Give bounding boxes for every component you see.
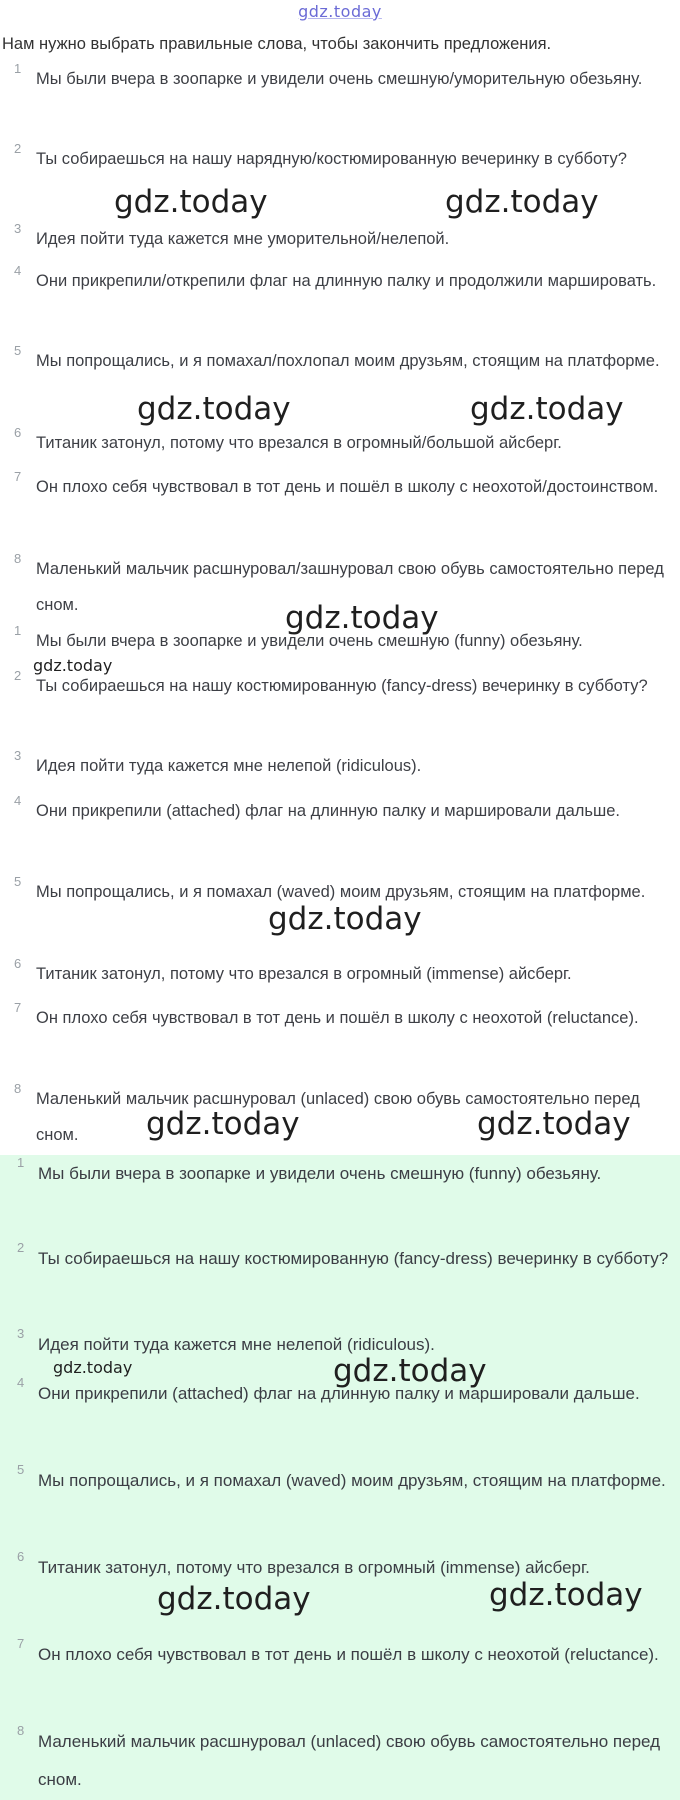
watermark: gdz.today	[333, 1353, 487, 1389]
item-text: Мы попрощались, и я помахал/похлопал моим друзьям, стоящим на платформе.	[36, 352, 660, 370]
item-number: 1	[17, 1155, 25, 1170]
item-text: Ты собираешься на нашу нарядную/костюмированную вечеринку в субботу?	[36, 150, 627, 168]
item-number: 3	[17, 1326, 25, 1341]
item-text: Мы попрощались, и я помахал (waved) моим друзьям, стоящим на платформе.	[36, 883, 646, 901]
item-number: 5	[14, 874, 22, 889]
item-text: Ты собираешься на нашу костюмированную (fancy-dress) вечеринку в субботу?	[38, 1249, 669, 1268]
item-number: 5	[17, 1462, 25, 1477]
item-text: Маленький мальчик расшнуровал (unlaced) свою обувь самостоятельно перед сном.	[36, 1090, 640, 1144]
item-number: 7	[14, 469, 22, 484]
item-number: 1	[14, 61, 22, 76]
item-text: Он плохо себя чувствовал в тот день и пошёл в школу с неохотой (reluctance).	[36, 1009, 639, 1027]
item-number: 5	[14, 343, 22, 358]
item-text: Он плохо себя чувствовал в тот день и пошёл в школу с неохотой (reluctance).	[38, 1645, 659, 1664]
watermark: gdz.today	[268, 901, 422, 937]
item-text: Мы были вчера в зоопарке и увидели очень смешную (funny) обезьяну.	[36, 632, 583, 650]
watermark: gdz.today	[114, 184, 268, 220]
watermark: gdz.today	[53, 1358, 133, 1377]
item-text: Мы были вчера в зоопарке и увидели очень смешную (funny) обезьяну.	[38, 1164, 602, 1183]
item-number: 7	[17, 1636, 25, 1651]
watermark: gdz.today	[137, 391, 291, 427]
item-text: Титаник затонул, потому что врезался в огромный (immense) айсберг.	[36, 965, 572, 983]
item-number: 8	[14, 1081, 22, 1096]
item-text: Идея пойти туда кажется мне нелепой (ridiculous).	[36, 757, 422, 775]
item-number: 6	[14, 425, 22, 440]
item-text: Они прикрепили/открепили флаг на длинную палку и продолжили маршировать.	[36, 272, 657, 290]
item-number: 4	[14, 793, 22, 808]
item-text: Они прикрепили (attached) флаг на длинную палку и маршировали дальше.	[38, 1384, 640, 1403]
item-text: Они прикрепили (attached) флаг на длинную палку и маршировали дальше.	[36, 802, 620, 820]
watermark: gdz.today	[489, 1577, 643, 1613]
item-text: Мы были вчера в зоопарке и увидели очень смешную/уморительную обезьяну.	[36, 70, 643, 88]
item-number: 2	[14, 141, 22, 156]
watermark: gdz.today	[146, 1106, 300, 1142]
item-number: 2	[17, 1240, 25, 1255]
item-text: Мы попрощались, и я помахал (waved) моим друзьям, стоящим на платформе.	[38, 1471, 666, 1490]
watermark: gdz.today	[157, 1581, 311, 1617]
item-text: Идея пойти туда кажется мне уморительной/нелепой.	[36, 230, 450, 248]
item-number: 2	[14, 668, 22, 683]
item-text: Титаник затонул, потому что врезался в огромный/большой айсберг.	[36, 434, 562, 452]
watermark: gdz.today	[33, 656, 113, 675]
item-number: 1	[14, 623, 22, 638]
intro-text: Нам нужно выбрать правильные слова, чтобы закончить предложения.	[2, 35, 552, 53]
item-number: 8	[14, 551, 22, 566]
site-logo[interactable]: gdz.today	[298, 2, 382, 21]
watermark: gdz.today	[445, 184, 599, 220]
item-text: Ты собираешься на нашу костюмированную (fancy-dress) вечеринку в субботу?	[36, 677, 648, 695]
item-number: 7	[14, 1000, 22, 1015]
watermark: gdz.today	[470, 391, 624, 427]
item-number: 6	[14, 956, 22, 971]
item-text: Идея пойти туда кажется мне нелепой (ridiculous).	[38, 1335, 435, 1354]
item-text: Маленький мальчик расшнуровал/зашнуровал свою обувь самостоятельно перед сном.	[36, 560, 664, 614]
item-number: 4	[17, 1375, 25, 1390]
item-text: Он плохо себя чувствовал в тот день и пошёл в школу с неохотой/достоинством.	[36, 478, 659, 496]
item-number: 3	[14, 748, 22, 763]
item-number: 8	[17, 1723, 25, 1738]
watermark: gdz.today	[285, 600, 439, 636]
item-number: 6	[17, 1549, 25, 1564]
item-text: Маленький мальчик расшнуровал (unlaced) свою обувь самостоятельно перед сном.	[38, 1732, 661, 1789]
item-number: 3	[14, 221, 22, 236]
item-number: 4	[14, 263, 22, 278]
watermark: gdz.today	[477, 1106, 631, 1142]
item-text: Титаник затонул, потому что врезался в огромный (immense) айсберг.	[38, 1558, 590, 1577]
